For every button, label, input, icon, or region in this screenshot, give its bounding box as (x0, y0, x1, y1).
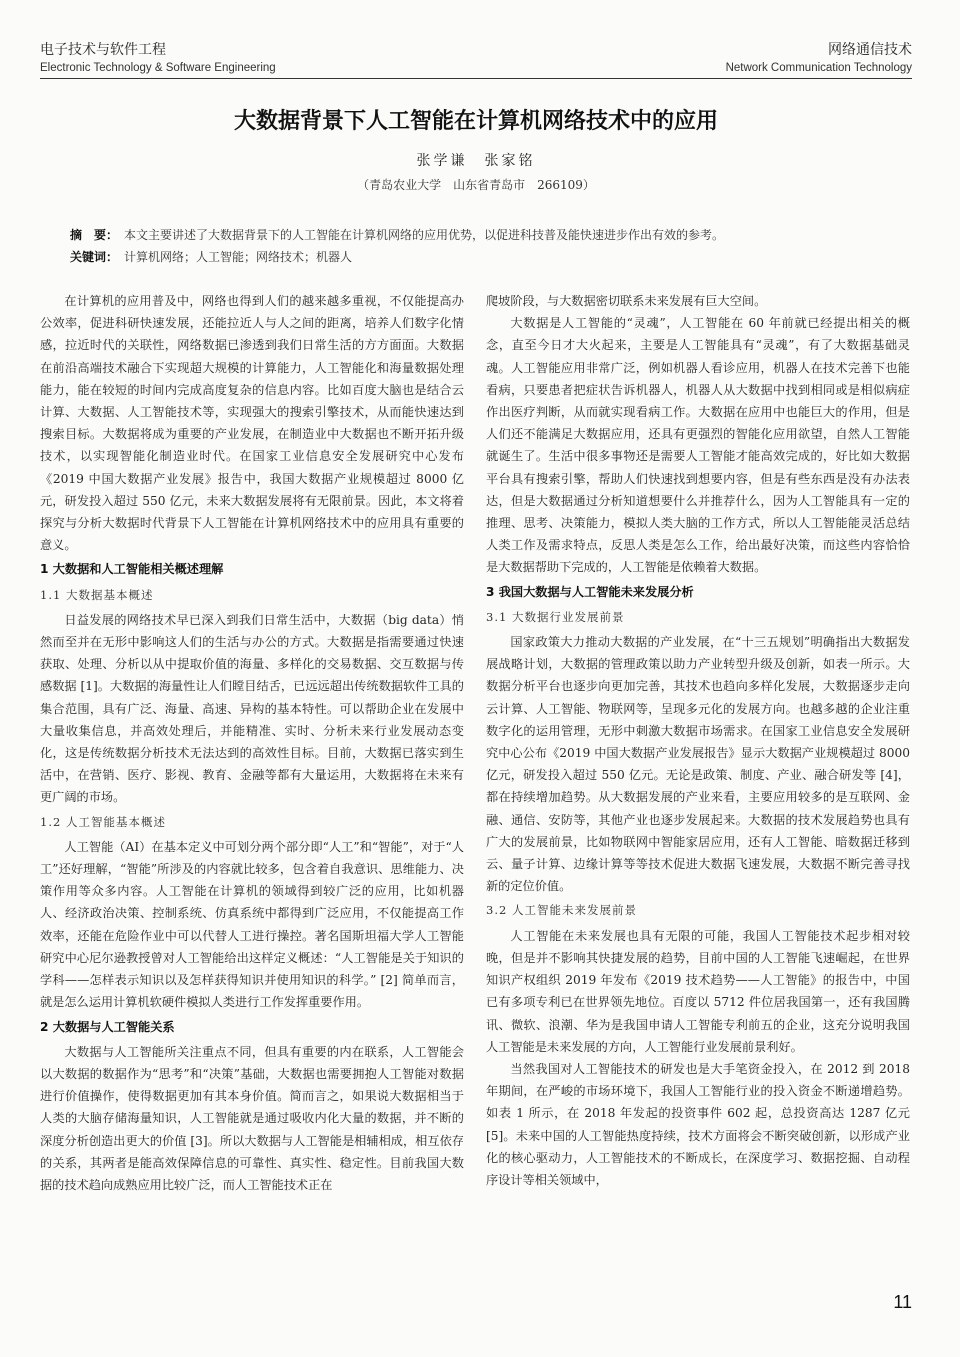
journal-header (40, 40, 276, 76)
paragraph-3-2b: 当然我国对人工智能技术的研发也是大手笔资金投入，在 2012 到 2018 年期间，在严峻的市场环境下，我国人工智能行业的投入资金不断递增趋势。如表 1 所示，在 2018 年发起的投资事件 602 起，总投资高达 1287 亿元 [5]。未来中国的人工智能热度持续，技术方面将会不断突破创新，以形成产业化的核心驱动力，人工智能技术的不断成长，在深度学习、数据挖掘、自动程序设计等相关领域中， (486, 1061, 910, 1187)
abstract-text: 本文主要讲述了大数据背景下的人工智能在计算机网络的应用优势，以促进科技普及能快速进步作出有效的参考。 (124, 228, 725, 242)
subsection-heading-3-2: 3.2 人工智能未来发展前景 (486, 903, 637, 918)
paragraph-3-1: 国家政策大力推动大数据的产业发展，在“十三五规划”明确指出大数据发展战略计划，大数据的管理政策以助力产业转型升级及创新，如表一所示。大数据分析平台也逐步向更加完善，其技术也趋向多样化发展，大数据逐步走向云计算、人工智能、物联网等，呈现多元化的发展方向。也越多越的企业注重数字化的运用管理，无形中刺激大数据市场需求。在国家工业信息安全发展研究中心公布《2019 中国大数据产业发展报告》显示大数据产业规模超过 8000 亿元，研发投入超过 550 亿元。无论是政策、制度、产业、融合研发等 [4]，都在持续增加趋势。从大数据发展的产业来看，主要应用较多的是互联网、金融、通信、安防等，其他产业也逐步发展起来。大数据的技术发展趋势也具有广大的发展前景，比如物联网中智能家居应用，还有人工智能、暗数据迁移到云、量子计算、边缘计算等等技术促进大数据飞速发展，大数据不断完善寻找新的定位价值。 (486, 635, 910, 894)
paragraph-1-2: 人工智能（AI）在基本定义中可划分两个部分即“人工”和“智能”，对于“人工”还好理解，“智能”所涉及的内容就比较多，包含着自我意识、思维能力、决策作用等众多内容。人工智能在计算机的领域得到较广泛的应用，比如机器人、经济政治决策、控制系统、仿真系统中都得到广泛应用，不仅能提高工作效率，还能在危险作业中可以代替人工进行操控。著名国斯坦福大学人工智能研究中心尼尔逊教授曾对人工智能给出这样定义概述：“人工智能是关于知识的学科——怎样表示知识以及怎样获得知识并使用知识的科学。” [2] 简单而言，就是怎么运用计算机软硬件模拟人类进行工作发挥重要作用。 (40, 839, 464, 1010)
author-affiliation: （青岛农业大学 山东省青岛市 266109） (357, 178, 595, 192)
paragraph-2: 大数据与人工智能所关注重点不同，但具有重要的内在联系，人工智能会以大数据的数据作为“思考”和“决策”基础，大数据也需要拥抱人工智能对数据进行价值操作，使得数据更加有其本身价值。简而言之，如果说大数据相当于人类的大脑存储海量知识，人工智能就是通过吸收内化大量的数据，并不断的深度分析创造出更大的价值 [3]。所以大数据与人工智能是相辅相成，相互依存的关系，其两者是能高效保障信息的可靠性、真实性、稳定性。目前我国大数据的技术趋向成熟应用比较广泛，而人工智能技术正在 (40, 1044, 464, 1192)
journal-name-en: Electronic Technology & Software Engineering (40, 62, 276, 74)
abstract-block (70, 224, 880, 268)
right-column (486, 290, 910, 1275)
subsection-heading-1-2: 1.2 人工智能基本概述 (40, 814, 166, 829)
subsection-heading-1-1: 1.1 大数据基本概述 (40, 587, 154, 602)
subsection-heading-3-1: 3.1 大数据行业发展前景 (486, 609, 625, 624)
section-header (726, 40, 912, 76)
paragraph-3-2a: 人工智能在未来发展也具有无限的可能，我国人工智能技术起步相对较晚，但是并不影响其快捷发展的趋势，目前中国的人工智能飞速崛起，在世界知识产权组织 2019 年发布《2019 技术趋势——人工智能》的报告中，中国已有多项专利已在世界领先地位。百度以 5712 件位居我国第一，还有我国腾讯、微软、浪潮、华为是我国申请人工智能专利前五的企业，这充分说明我国人工智能是未来发展的方向，人工智能行业发展前景利好。 (486, 928, 910, 1054)
keywords-text: 计算机网络；人工智能；网络技术；机器人 (124, 250, 353, 264)
abstract-label: 摘 要： (70, 228, 119, 242)
section-name-cn: 网络通信技术 (828, 42, 912, 58)
paragraph-soul: 大数据是人工智能的“灵魂”，人工智能在 60 年前就已经提出相关的概念，直至今日才大火起来，主要是人工智能具有“灵魂”，有了大数据基础灵魂。人工智能应用非常广泛，例如机器人看诊应用，机器人在技术完善下也能看病，只要患者把症状告诉机器人，机器人从大数据中找到相同或是相似病症作出医疗判断，从而就实现看病工作。大数据在应用中也能巨大的作用，但是人们还不能满足大数据应用，还具有更强烈的智能化应用欲望，自然人工智能就诞生了。生活中很多事物还是需要人工智能才能高效完成的，好比如大数据平台具有搜索引擎，帮助人们快速找到想要内容，但是有些东西是没有办法表达，但是大数据通过分析知道想要什么并推荐什么，因为人工智能具有一定的推理、思考、决策能力，模拟人类大脑的工作方式，所以人工智能能灵活总结人类工作及需求特点，反思人类是怎么工作，给出最好决策，而这些内容恰恰是大数据帮助下完成的，人工智能是依赖着大数据。 (486, 316, 910, 575)
paragraph-1-1: 日益发展的网络技术早已深入到我们日常生活中，大数据（big data）悄然而至并在无形中影响这人们的生活与办公的方式。大数据是指需要通过快速获取、处理、分析以从中提取价值的海量、多样化的交易数据、交互数据与传感数据 [1]。大数据的海量性让人们瞠目结舌，已远远超出传统数据软件工具的集合范围，具有广泛、海量、高速、异构的基本特性。可以帮助企业在发展中大量收集信息，并高效处理后，并能精准、实时、分析未来行业发展动态变化，这是传统数据分析技术无法达到的高效性目标。目前，大数据已落实到生活中，在营销、医疗、影视、教育、金融等都有大量运用，大数据将在未来有更广阔的市场。 (40, 612, 464, 805)
keywords-line (70, 246, 880, 268)
paragraph-continued: 爬坡阶段，与大数据密切联系未来发展有巨大空间。 (486, 294, 767, 308)
keywords-label: 关键词： (70, 250, 119, 264)
left-column (40, 290, 464, 1275)
header-divider (40, 78, 912, 79)
abstract-line (70, 224, 880, 246)
article-title: 大数据背景下人工智能在计算机网络技术中的应用 (233, 109, 718, 134)
journal-name-cn: 电子技术与软件工程 (40, 42, 166, 58)
section-heading-3: 3 我国大数据与人工智能未来发展分析 (486, 584, 694, 599)
paragraph-intro: 在计算机的应用普及中，网络也得到人们的越来越多重视，不仅能提高办公效率，促进科研快速发展，还能拉近人与人之间的距离，培养人们数字化情感，拉近时代的关联性，网络数据已渗透到我们日常生活的方方面面。大数据在前沿高端技术融合下实现超大规模的计算能力，人工智能化和海量数据处理能力，能在较短的时间内完成高度复杂的信息内容。比如百度大脑也是结合云计算、大数据、人工智能技术等，实现强大的搜索引擎技术，从而能快速达到搜索目标。大数据将成为重要的产业发展，在制造业中大数据也不断开拓升级技术，以实现智能化制造业时代。在国家工业信息安全发展研究中心发布《2019 中国大数据产业发展》报告中，我国大数据产业规模超过 8000 亿元，研发投入超过 550 亿元，未来大数据发展将有无限前景。因此，本文将着探究与分析大数据时代背景下人工智能在计算机网络技术中的应用具有重要的意义。 (40, 294, 464, 553)
section-heading-2: 2 大数据与人工智能关系 (40, 1019, 175, 1034)
section-name-en: Network Communication Technology (725, 62, 912, 74)
section-heading-1: 1 大数据和人工智能相关概述理解 (40, 562, 224, 577)
page-number: 11 (893, 1292, 912, 1312)
article-authors: 张学谦 张家铭 (416, 153, 536, 169)
